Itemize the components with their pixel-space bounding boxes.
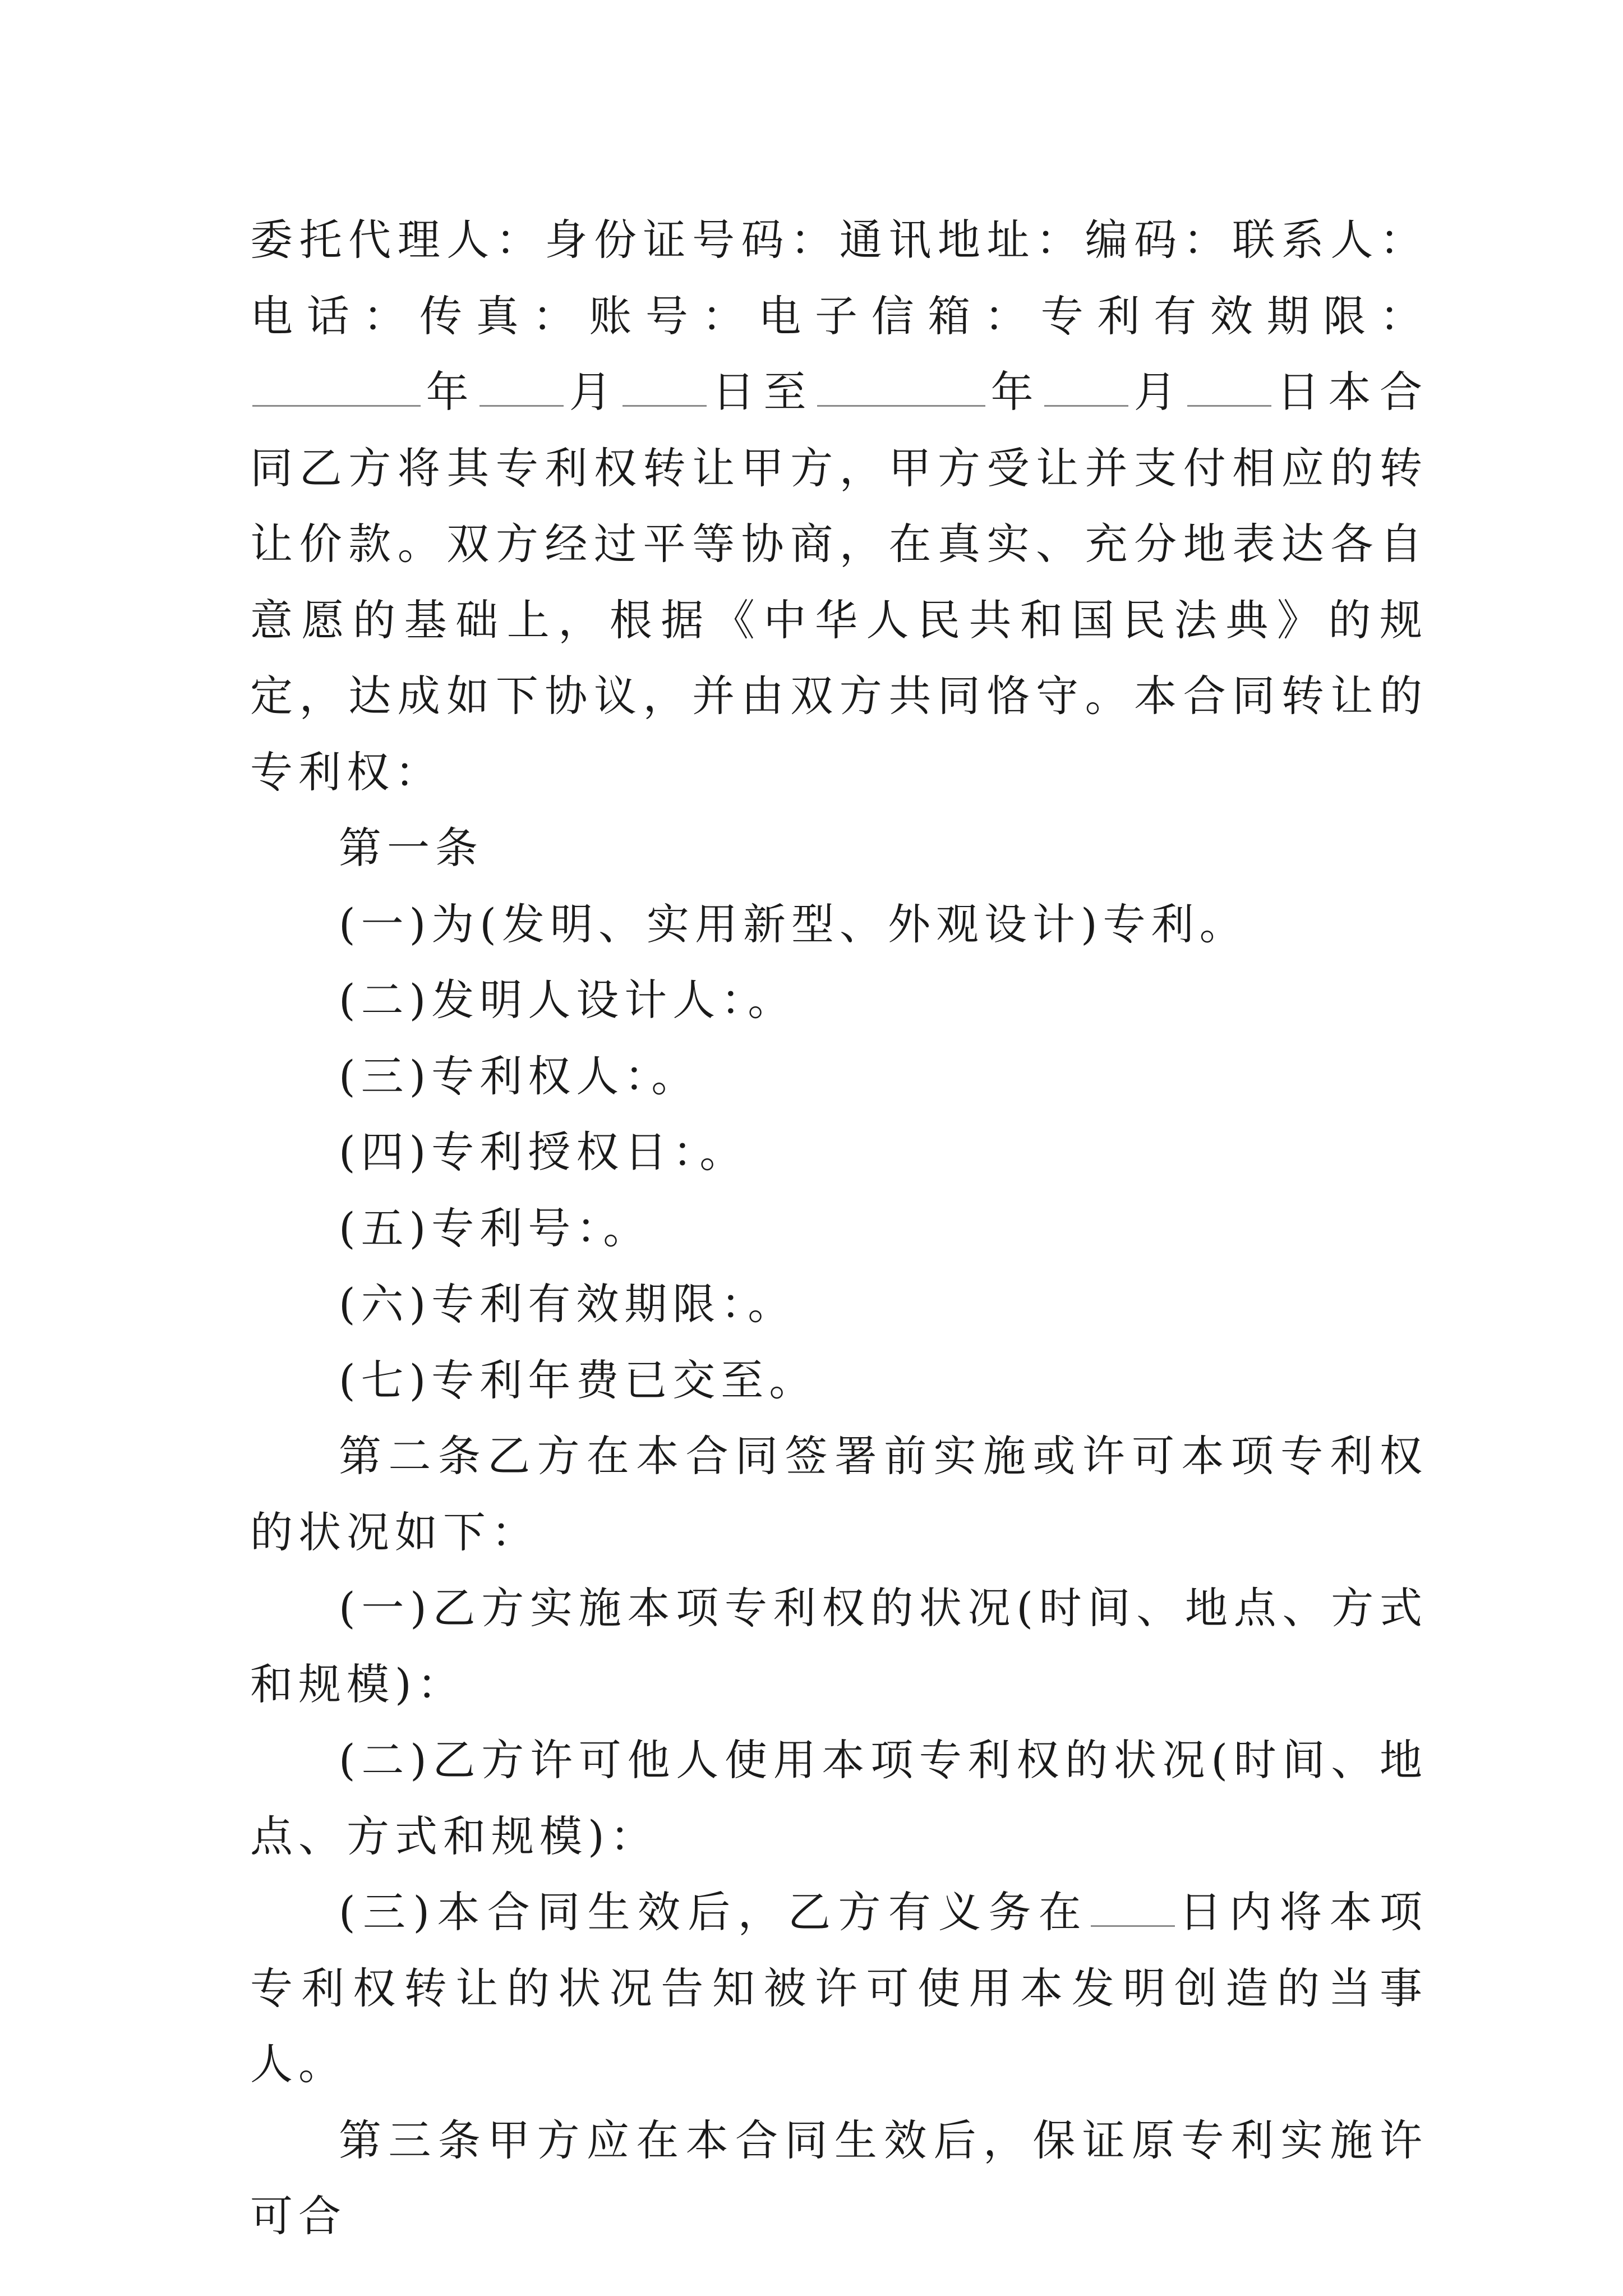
- year-label: 年: [988, 367, 1043, 417]
- article-1-item: (七)专利年费已交至。: [339, 1355, 818, 1405]
- article-2-item-3-start: (三)本合同生效后，乙方有义务在: [339, 1887, 1089, 1937]
- month-label: 月: [1131, 367, 1186, 417]
- article-1-item: (六)专利有效期限：。: [339, 1279, 796, 1329]
- article-2-item: (一)乙方实施本项专利权的状况(时间、地点、方式和规模)：: [250, 1583, 1428, 1709]
- article-1-item: (二)发明人设计人：。: [339, 975, 796, 1025]
- day-to-label: 日至: [709, 367, 815, 417]
- month-label: 月: [566, 367, 621, 417]
- document-body: [250, 202, 1428, 2254]
- blank-field: [1187, 366, 1271, 407]
- article-2-item: [250, 1874, 1428, 2102]
- blank-field: [623, 366, 707, 407]
- blank-field: [479, 366, 564, 407]
- blank-field: [817, 366, 985, 407]
- article-2-item-3-end: 日内将本项专利权转让的状况告知被许可使用本发明创造的当事人。: [250, 1887, 1428, 2089]
- article-3: 第三条甲方应在本合同生效后，保证原专利实施许可合: [250, 2115, 1428, 2241]
- blank-field: [1044, 366, 1128, 407]
- transfer-text: 日本合同乙方将其专利权转让甲方，甲方受让并支付相应的转让价款。双方经过平等协商，在真实、充分地表达各自意愿的基础上，根据《中华人民共和国民法典》的规定，达成如下协议，并由双方共同恪守。本合同转让的专利权：: [250, 367, 1428, 797]
- blank-field: [1091, 1886, 1175, 1927]
- party-info-text: 委托代理人：身份证号码：通讯地址：编码：联系人：电话：传真：账号：电子信箱：专利有效期限：: [250, 215, 1428, 341]
- blank-field: [252, 366, 421, 407]
- year-label: 年: [423, 367, 478, 417]
- article-1-title: 第一条: [339, 823, 483, 873]
- article-2-item: (二)乙方许可他人使用本项专利权的状况(时间、地点、方式和规模)：: [250, 1735, 1428, 1861]
- article-1-item: (五)专利号：。: [339, 1203, 652, 1253]
- article-1-item: (一)为(发明、实用新型、外观设计)专利。: [339, 899, 1248, 949]
- paragraph-party-info: [250, 202, 1428, 810]
- article-2: 第二条乙方在本合同签署前实施或许可本项专利权的状况如下：: [250, 1431, 1428, 1557]
- article-1-item: (四)专利授权日：。: [339, 1127, 748, 1177]
- article-1-item: (三)专利权人：。: [339, 1051, 700, 1101]
